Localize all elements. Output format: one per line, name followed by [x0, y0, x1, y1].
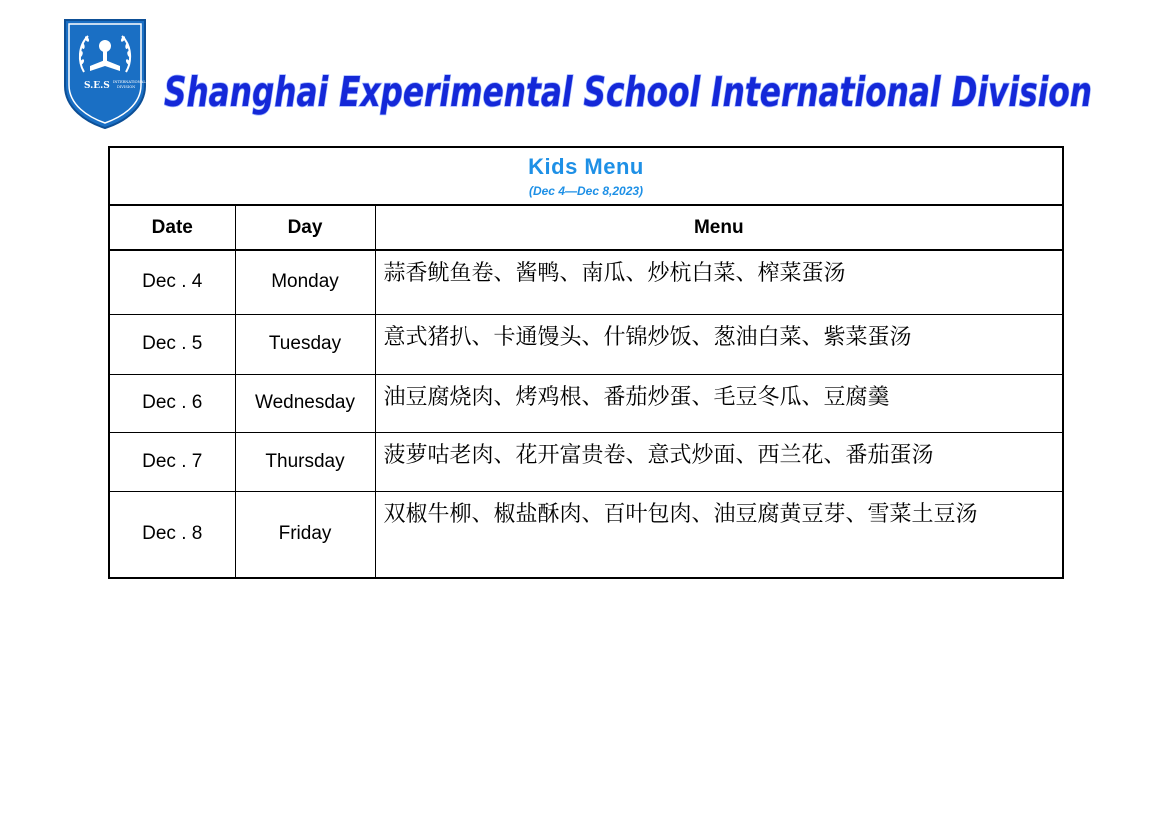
- table-header-row: [109, 205, 1063, 250]
- svg-text:S.E.S: S.E.S: [84, 81, 110, 91]
- row-dishes-text: 意式猪扒、卡通馒头、什锦炒饭、葱油白菜、紫菜蛋汤: [383, 324, 912, 350]
- table-row: [109, 250, 1063, 314]
- table-row: [109, 374, 1063, 432]
- menu-date-range: (Dec 4—Dec 8,2023): [528, 184, 644, 198]
- column-header-day: Day: [235, 205, 375, 250]
- row-date: Dec . 5: [109, 314, 235, 374]
- row-dishes-text: 蒜香鱿鱼卷、酱鸭、南瓜、炒杭白菜、榨菜蛋汤: [383, 261, 846, 286]
- row-dishes-text: 油豆腐烧肉、烤鸡根、番茄炒蛋、毛豆冬瓜、豆腐羹: [383, 384, 890, 410]
- row-date: Dec . 4: [109, 250, 235, 314]
- table-row: [109, 491, 1063, 578]
- row-dishes: [375, 314, 1063, 374]
- table-row: [109, 314, 1063, 374]
- column-header-menu: Menu: [375, 205, 1063, 250]
- menu-title-cell: [109, 147, 1063, 205]
- column-header-date: Date: [109, 205, 235, 250]
- table-row: [109, 432, 1063, 491]
- row-dishes: [375, 250, 1063, 314]
- row-dishes: [375, 374, 1063, 432]
- svg-text:INTERNATIONAL: INTERNATIONAL: [113, 80, 146, 84]
- school-name-title: [164, 62, 1104, 120]
- svg-text:Shanghai Experimental School I: Shanghai Experimental School International Division: [164, 68, 1092, 116]
- row-day: Thursday: [235, 432, 375, 491]
- row-dishes-text: 双椒牛柳、椒盐酥肉、百叶包肉、油豆腐黄豆芽、雪菜土豆汤: [383, 501, 978, 527]
- row-day: Tuesday: [235, 314, 375, 374]
- row-date: Dec . 6: [109, 374, 235, 432]
- row-day: Friday: [235, 491, 375, 578]
- menu-title: Kids Menu: [528, 154, 644, 179]
- kids-menu-table: [108, 146, 1064, 579]
- row-day: Wednesday: [235, 374, 375, 432]
- row-dishes: [375, 432, 1063, 491]
- school-crest-icon: [62, 16, 148, 130]
- svg-text:DIVISION: DIVISION: [117, 85, 136, 89]
- row-dishes: [375, 491, 1063, 578]
- row-day: Monday: [235, 250, 375, 314]
- row-dishes-text: 菠萝咕老肉、花开富贵卷、意式炒面、西兰花、番茄蛋汤: [383, 442, 934, 468]
- row-date: Dec . 8: [109, 491, 235, 578]
- row-date: Dec . 7: [109, 432, 235, 491]
